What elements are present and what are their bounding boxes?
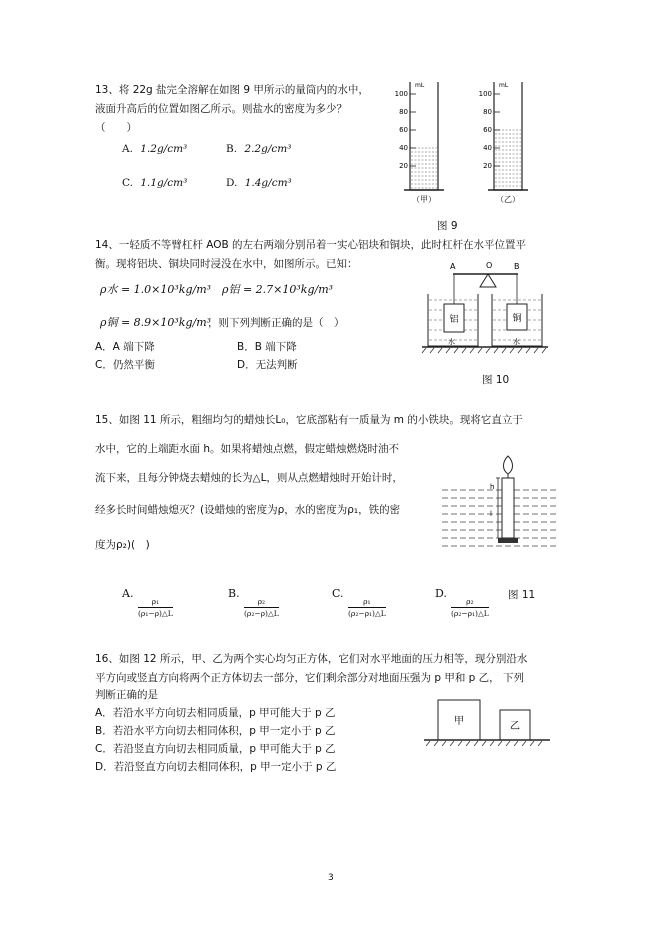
- q15-line5: 度为ρ₂)( ): [95, 539, 150, 551]
- q14-line2: 衡。现将铝块、铜块同时浸没在水中，如图所示。已知：: [95, 258, 358, 270]
- denominator: (ρ₂−ρ)△L: [244, 609, 279, 618]
- option-value: 1.1g/cm³: [140, 177, 188, 189]
- q16-line1: 16、如图 12 所示，甲、乙为两个实心均匀正方体，它们对水平地面的压力相等，现分别沿水: [95, 653, 528, 665]
- water-label-right: 水: [513, 338, 520, 346]
- option-value: 2.2g/cm³: [244, 143, 292, 155]
- q14-question: ，则下列判断正确的是（ ）: [208, 317, 345, 329]
- q13-option-a: [122, 143, 187, 155]
- tick-label: 20: [399, 162, 408, 170]
- block-copper: 铜: [512, 314, 522, 324]
- tick-label: 60: [399, 126, 408, 134]
- water-label-left: 水: [448, 338, 455, 346]
- point-o: O: [486, 261, 493, 270]
- option-value: 1.2g/cm³: [140, 143, 188, 155]
- option-value: 1.4g/cm³: [244, 177, 292, 189]
- q14-option-a: A．A 端下降: [95, 341, 155, 353]
- q13-option-c: [122, 177, 187, 189]
- q13-option-b: [226, 143, 291, 155]
- q15-line2: 水中，它的上端距水面 h。如果将蜡烛点燃，假定蜡烛燃烧时油不: [95, 443, 399, 455]
- q14-option-d: D．无法判断: [237, 359, 298, 371]
- q16-line2: 平方向或竖直方向将两个正方体切去一部分，它们剩余部分对地面压强为 p 甲和 p 乙， 下列: [95, 672, 525, 684]
- tick-label: 40: [399, 144, 408, 152]
- cube-jia: 甲: [454, 716, 464, 727]
- q15-option-b-fraction: [244, 597, 279, 618]
- tick-label: 20: [483, 162, 492, 170]
- point-a: A: [450, 262, 456, 271]
- q15-line4: 经多长时间蜡烛熄灭？(设蜡烛的密度为ρ，水的密度为ρ₁，铁的密: [95, 504, 401, 516]
- label-yi: （乙）: [496, 195, 520, 204]
- label-jia: （甲）: [412, 195, 436, 204]
- q15-option-c-fraction: [348, 597, 386, 618]
- q14-option-c: C．仍然平衡: [95, 359, 155, 371]
- cylinder-right: [479, 82, 528, 204]
- tick-label: 40: [483, 144, 492, 152]
- q15-option-d-fraction: [451, 597, 489, 618]
- q14-rho-aluminium: ρ铝 = 2.7×10³kg/m³: [222, 283, 334, 296]
- q13-line1: 13、将 22g 盐完全溶解在如图 9 甲所示的量筒内的水中，: [95, 84, 369, 96]
- label-l: l: [490, 510, 492, 518]
- denominator: (ρ₂−ρ₁)△L: [348, 609, 386, 618]
- q16-option-d: D．若沿竖直方向切去相同体积，p 甲一定小于 p 乙: [95, 761, 337, 773]
- q16-option-a: A．若沿水平方向切去相同质量，p 甲可能大于 p 乙: [95, 707, 336, 719]
- numerator: ρ₂: [244, 597, 279, 608]
- q14-option-b: B．B 端下降: [237, 341, 297, 353]
- q15-option-a-letter: A.: [122, 587, 134, 600]
- option-letter: C.: [122, 177, 133, 189]
- q14-rho-copper: ρ铜 = 8.9×10³kg/m³: [100, 316, 212, 329]
- option-letter: A.: [122, 143, 133, 155]
- option-letter: B.: [226, 143, 238, 155]
- option-letter: D.: [226, 177, 238, 189]
- q15-line1: 15、如图 11 所示，粗细均匀的蜡烛长L₀，它底部粘有一质量为 m 的小铁块。现将它直立于: [95, 414, 523, 426]
- figure-11-caption: 图 11: [508, 589, 536, 601]
- block-aluminium: 铝: [449, 315, 459, 325]
- q14-rho-water: ρ水 = 1.0×10³kg/m³: [100, 283, 212, 296]
- tick-label: 80: [483, 108, 492, 116]
- q15-line3: 流下来，且每分钟烧去蜡烛的长为△L，则从点燃蜡烛时开始计时，: [95, 472, 403, 484]
- q16-line3: 判断正确的是: [95, 689, 158, 701]
- denominator: (ρ₁−ρ)△L: [138, 609, 173, 618]
- numerator: ρ₁: [348, 597, 386, 608]
- q15-option-d-letter: D.: [435, 587, 447, 600]
- q13-option-d: [226, 177, 292, 189]
- cylinder-left: [395, 82, 444, 204]
- figure-9-cylinders: [380, 78, 550, 208]
- q16-option-b: B．若沿水平方向切去相同体积，p 甲一定小于 p 乙: [95, 725, 336, 737]
- figure-11-candle: [440, 448, 560, 556]
- page-number: 3: [328, 873, 334, 883]
- q13-blank: （ ）: [95, 122, 137, 134]
- figure-10-lever: [420, 258, 550, 358]
- numerator: ρ₁: [138, 597, 173, 608]
- q15-option-b-letter: B.: [228, 587, 240, 600]
- unit-label: mL: [499, 82, 509, 89]
- figure-12-cubes: [422, 696, 552, 752]
- tick-label: 100: [394, 90, 408, 98]
- figure-10-caption: 图 10: [482, 374, 510, 386]
- tick-label: 60: [483, 126, 492, 134]
- q14-line1: 14、一轻质不等臂杠杆 AOB 的左右两端分别吊着一实心铝块和铜块，此时杠杆在水平位置平: [95, 239, 527, 251]
- point-b: B: [514, 262, 520, 271]
- denominator: (ρ₂−ρ₁)△L: [451, 609, 489, 618]
- cube-yi: 乙: [510, 721, 520, 732]
- unit-label: mL: [415, 82, 425, 89]
- q15-option-a-fraction: [138, 597, 173, 618]
- tick-label: 100: [478, 90, 492, 98]
- label-h: h: [490, 483, 495, 491]
- q16-option-c: C．若沿竖直方向切去相同质量，p 甲可能大于 p 乙: [95, 743, 336, 755]
- tick-label: 80: [399, 108, 408, 116]
- q15-option-c-letter: C.: [332, 587, 344, 600]
- q13-line2: 液面升高后的位置如图乙所示。则盐水的密度为多少？: [95, 103, 347, 115]
- numerator: ρ₂: [451, 597, 489, 608]
- figure-9-caption: 图 9: [437, 220, 458, 232]
